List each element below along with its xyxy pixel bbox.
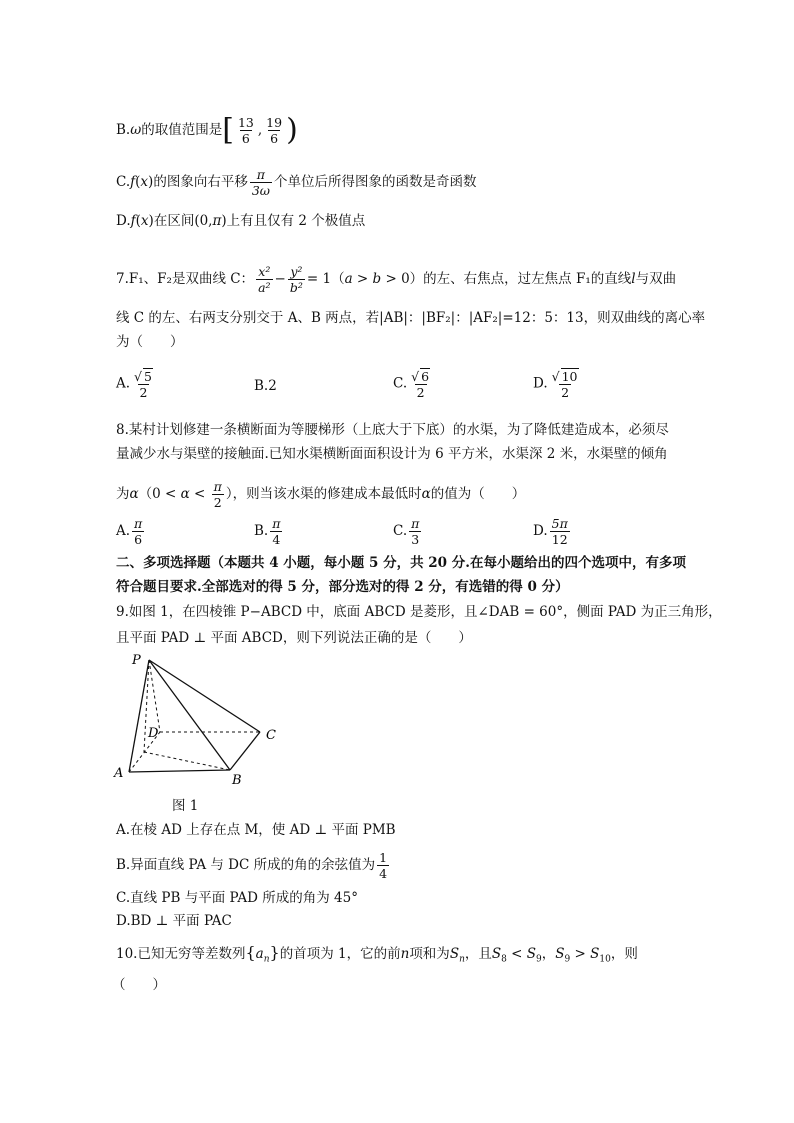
q6-option-c: C.f(x)的图象向右平移 $\frac{\pi}{3\omega}$ 个单位后所得图象的函数是奇函数 [116,167,477,198]
vertex-label-a: A [114,766,124,781]
q7-option-a: A. $\frac{√ 5}{2}$ [116,368,157,400]
q9-option-b: B.异面直线 PA 与 DC 所成的角的余弦值为 $\frac{1}{4}$ [116,850,388,881]
fraction: $\frac{\pi}{3\omega}$ [251,167,270,198]
fraction: $\frac{\pi}{2}$ [213,479,222,510]
figure-caption: 图 1 [172,798,199,814]
pyramid-figure [110,650,290,800]
q9-option-d: D.BD ⊥ 平面 PAC [116,913,232,929]
q7-line-2: 线 C 的左、右两支分别交于 A、B 两点，若|AB|：|BF₂|：|AF₂|=12：5：13，则双曲线的离心率 [116,310,706,326]
q8-line-1: 8.某村计划修建一条横断面为等腰梯形（上底大于下底）的水渠，为了降低建造成本，必须尽 [116,422,669,438]
fraction: $\frac{\pi}{3}$ [411,516,420,547]
q6-option-b: B.ω的取值范围是[ $\frac{13}{6}$ , $\frac{19}{6}$ ) [116,112,298,148]
edge-PB [149,660,230,770]
fraction: $\frac{13}{6}$ [237,115,254,146]
fraction: $\frac{\text{x²}}{\text{a²}}$ [258,264,271,295]
q9-option-a: A.在棱 AD 上存在点 M，使 AD ⊥ 平面 PMB [116,822,396,838]
q7-option-d: D. $\frac{√ 10}{2}$ [533,368,583,400]
fraction: $\frac{√ 5}{2}$ [134,369,152,400]
edge-AB [129,770,230,772]
q7-option-b: B.2 [254,378,277,394]
q9-line-2: 且平面 PAD ⊥ 平面 ABCD，则下列说法正确的是（ ） [116,630,472,646]
q7-option-c: C. $\frac{√ 6}{2}$ [393,368,434,400]
q8-line-3: 为α（0 < α < $\frac{\pi}{2}$ ），则当该水渠的修建成本最低时α的值为（ ） [116,479,526,510]
q8-option-a: A. $\frac{\pi}{6}$ [116,516,143,547]
edge-BC [230,732,260,770]
vertex-label-c: C [266,728,276,743]
fraction: $\frac{√ 10}{2}$ [551,369,578,400]
q6-option-d: D.f(x)在区间(0,π)上有且仅有 2 个极值点 [116,213,366,229]
section-2-heading-line-2: 符合题目要求.全部选对的得 5 分，部分选对的得 2 分，有选错的得 0 分） [116,579,569,595]
q8-line-2: 量减少水与渠壁的接触面.已知水渠横断面面积设计为 6 平方米，水渠深 2 米，水渠壁的倾角 [116,446,668,462]
fraction: $\frac{19}{6}$ [266,115,283,146]
vertex-label-d: D [148,726,159,741]
q9-option-c: C.直线 PB 与平面 PAD 所成的角为 45° [116,890,358,906]
fraction: $\frac{\pi}{4}$ [272,516,281,547]
q8-option-d: D. $\frac{5\pi}{12}$ [533,516,568,547]
edge-MB-hidden [144,752,230,770]
q10-line-1: 10.已知无穷等差数列$\{a_n\}$的首项为 1，它的前n项和为$S_n$，且$S_8 < S_9$，$S_9 > S_{10}$，则 [116,943,638,965]
vertex-label-b: B [232,773,242,788]
fraction: $\frac{\text{y²}}{\text{b²}}$ [289,264,303,295]
fraction: $\frac{5\pi}{12}$ [551,516,568,547]
q7-line-1: 7.F₁、F₂是双曲线 C： $\frac{\text{x²}}{\text{a²}}$ − $\frac{\text{y²}}{\text{b²}}$ = 1（a > b > 0）的左、右焦点，过左焦点 F₁的直线l与双曲 [116,264,677,295]
q10-line-2: （ ） [112,977,166,993]
edge-PC [149,660,260,732]
q8-option-b: B. $\frac{\pi}{4}$ [254,516,281,547]
edge-PD-hidden [149,660,160,732]
q9-line-1: 9.如图 1，在四棱锥 P−ABCD 中，底面 ABCD 是菱形，且∠DAB = 60°，侧面 PAD 为正三角形， [116,604,722,620]
fraction: $\frac{\pi}{6}$ [134,516,143,547]
fraction: $\frac{√ 6}{2}$ [411,369,430,400]
q7-line-3: 为（ ） [116,334,184,350]
section-2-heading-line-1: 二、多项选择题（本题共 4 小题，每小题 5 分，共 20 分.在每小题给出的四个选项中，有多项 [116,555,686,571]
fraction: $\frac{1}{4}$ [379,850,388,881]
q8-option-c: C. $\frac{\pi}{3}$ [393,516,420,547]
vertex-label-p: P [132,653,141,668]
